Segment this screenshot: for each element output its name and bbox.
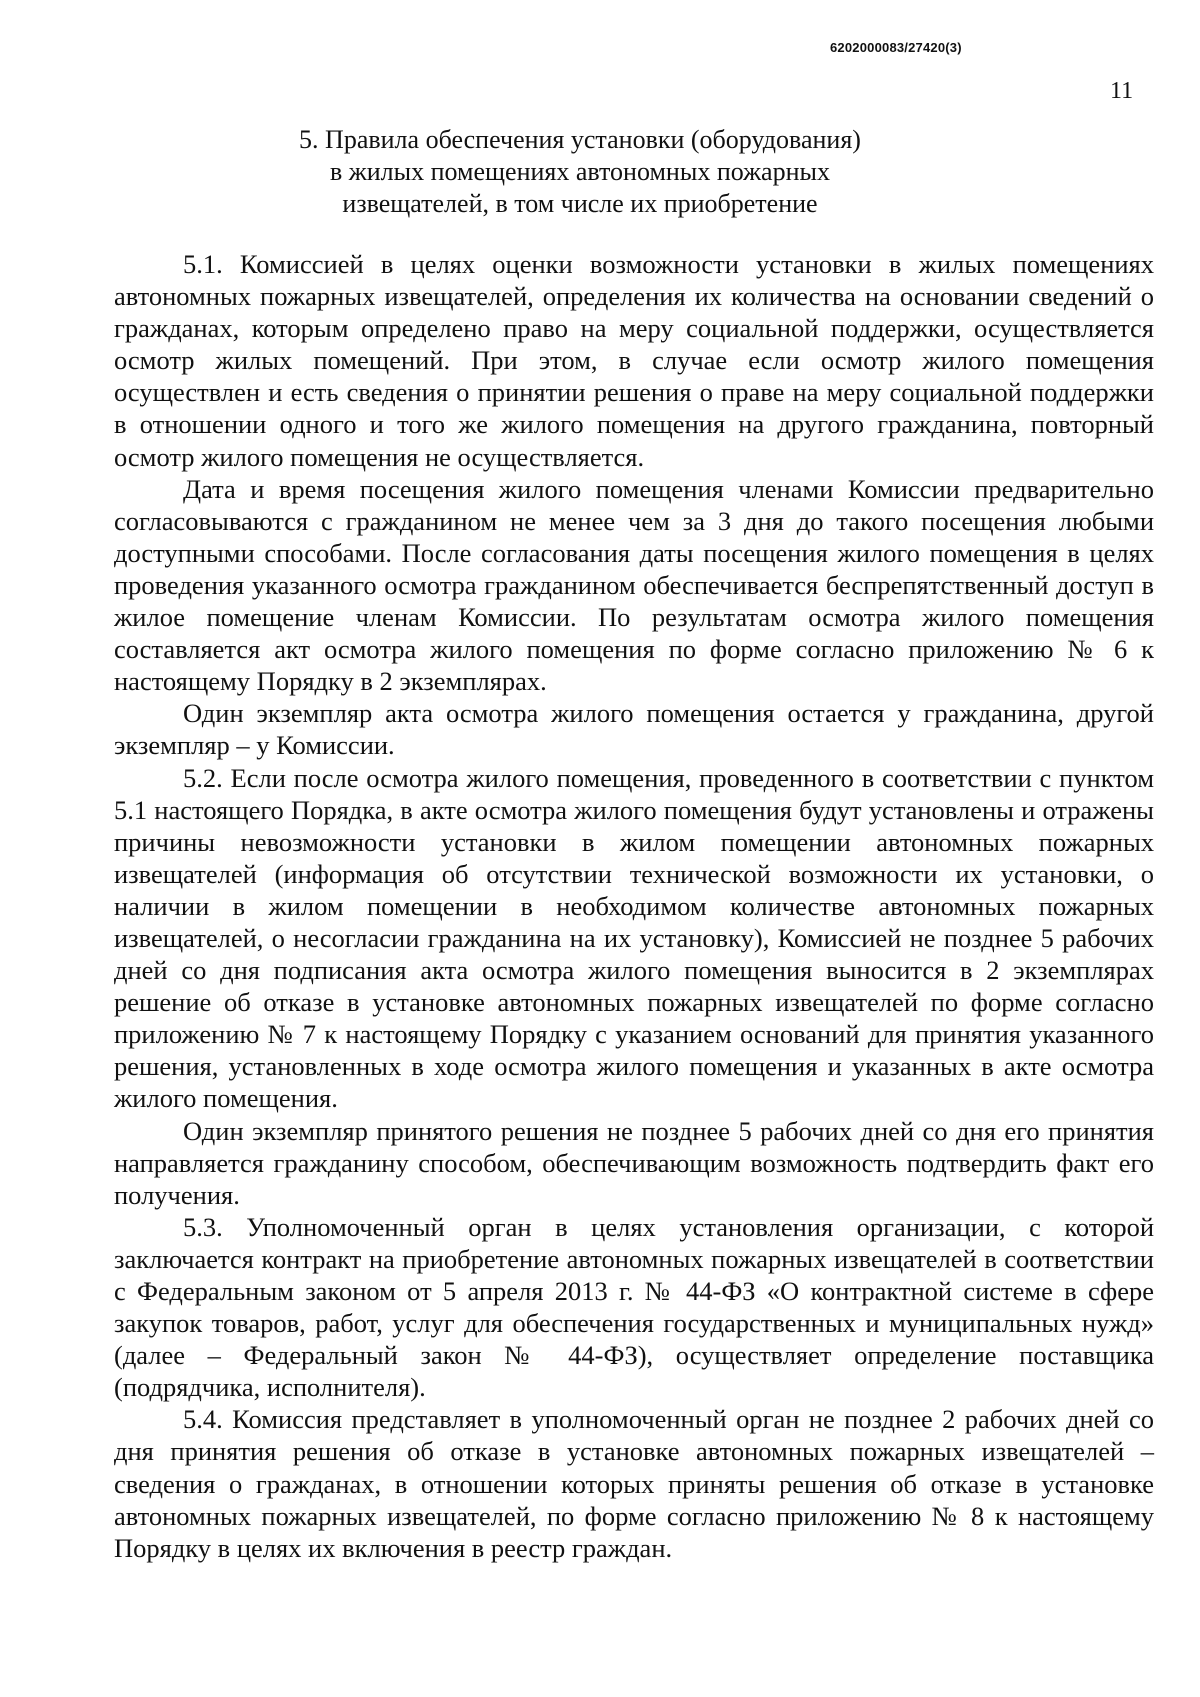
paragraph-5-4: 5.4. Комиссия представляет в уполномоченный орган не позднее 2 рабочих дней со дня принятия решения об отказе в установке автономных пожарных извещателей – сведения о гражданах, в отношении которых приняты решения об отказе в установке автономных пожарных извещателей, по форме согласно приложению № 8 к настоящему Порядку в целях их включения в реестр граждан. <box>114 1404 1154 1563</box>
section-title-line: в жилых помещениях автономных пожарных <box>330 157 830 186</box>
section-title-line: извещателей, в том числе их приобретение <box>342 189 818 218</box>
paragraph-5-3: 5.3. Уполномоченный орган в целях установления организации, с которой заключается контракт на приобретение автономных пожарных извещателей в соответствии с Федеральным законом от 5 апреля 2013 г. № 44-ФЗ «О контрактной системе в сфере закупок товаров, работ, услуг для обеспечения государственных и муниципальных нужд» (далее – Федеральный закон № 44-ФЗ), осуществляет определение поставщика (подрядчика, исполнителя). <box>114 1211 1154 1403</box>
section-title-line: 5. Правила обеспечения установки (оборудования) <box>299 125 861 154</box>
page-number: 11 <box>1110 78 1134 104</box>
section-title <box>200 124 960 220</box>
document-body <box>114 248 1154 1564</box>
paragraph-5-1: 5.1. Комиссией в целях оценки возможности установки в жилых помещениях автономных пожарных извещателей, определения их количества на основании сведений о гражданах, которым определено право на меру социальной поддержки, осуществляется осмотр жилых помещений. При этом, в случае если осмотр жилого помещения осуществлен и есть сведения о принятии решения о праве на меру социальной поддержки в отношении одного и того же жилого помещения на другого гражданина, повторный осмотр жилого помещения не осуществляется. <box>114 249 1154 472</box>
paragraph-5-2: 5.2. Если после осмотра жилого помещения, проведенного в соответствии с пунктом 5.1 настоящего Порядка, в акте осмотра жилого помещения будут установлены и отражены причины невозможности установки в жилом помещении автономных пожарных извещателей (информация об отсутствии технической возможности их установки, о наличии в жилом помещении в необходимом количестве автономных пожарных извещателей, о несогласии гражданина на их установку), Комиссией не позднее 5 рабочих дней со дня подписания акта осмотра жилого помещения выносится в 2 экземплярах решение об отказе в установке автономных пожарных извещателей по форме согласно приложению № 7 к настоящему Порядку с указанием оснований для принятия указанного решения, установленных в ходе осмотра жилого помещения и указанных в акте осмотра жилого помещения. <box>114 762 1154 1114</box>
paragraph-act-copies: Один экземпляр акта осмотра жилого помещения остается у гражданина, другой экземпляр – у Комиссии. <box>114 698 1154 761</box>
document-number: 6202000083/27420(3) <box>830 40 962 55</box>
paragraph-decision-copy: Один экземпляр принятого решения не позднее 5 рабочих дней со дня его принятия направляется гражданину способом, обеспечивающим возможность подтвердить факт его получения. <box>114 1115 1154 1210</box>
paragraph-inspection-date: Дата и время посещения жилого помещения членами Комиссии предварительно согласовываются с гражданином не менее чем за 3 дня до такого посещения любыми доступными способами. После согласования даты посещения жилого помещения в целях проведения указанного осмотра гражданином обеспечивается беспрепятственный доступ в жилое помещение членам Комиссии. По результатам осмотра жилого помещения составляется акт осмотра жилого помещения по форме согласно приложению № 6 к настоящему Порядку в 2 экземплярах. <box>114 473 1154 697</box>
